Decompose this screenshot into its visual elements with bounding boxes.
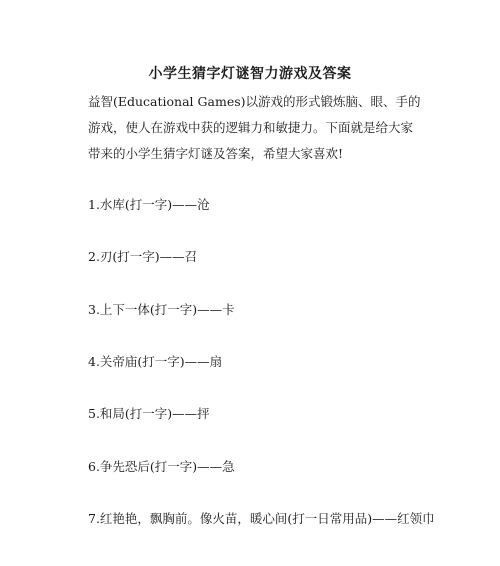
riddle-item-5: 5.和局(打一字)——抨 <box>88 406 210 421</box>
intro-paragraph <box>88 89 424 167</box>
intro-text: 益智(Educational Games)以游戏的形式锻炼脑、眼、手的游戏，使人在游戏中获的逻辑力和敏捷力。下面就是给大家带来的小学生猜字灯谜及答案，希望大家喜欢! <box>88 94 421 161</box>
riddle-item-1: 1.水库(打一字)——沧 <box>88 197 210 212</box>
riddle-item-4: 4.关帝庙(打一字)——扇 <box>88 354 223 369</box>
document-title: 小学生猜字灯谜智力游戏及答案 <box>148 66 352 82</box>
riddle-item-6: 6.争先恐后(打一字)——急 <box>88 459 235 474</box>
riddle-item-2: 2.刃(打一字)——召 <box>88 249 198 264</box>
riddle-item-7: 7.红艳艳，飘胸前。像火苗，暖心间(打一日常用品)——红领巾 <box>88 511 435 526</box>
riddle-item-3: 3.上下一体(打一字)——卡 <box>88 302 235 317</box>
